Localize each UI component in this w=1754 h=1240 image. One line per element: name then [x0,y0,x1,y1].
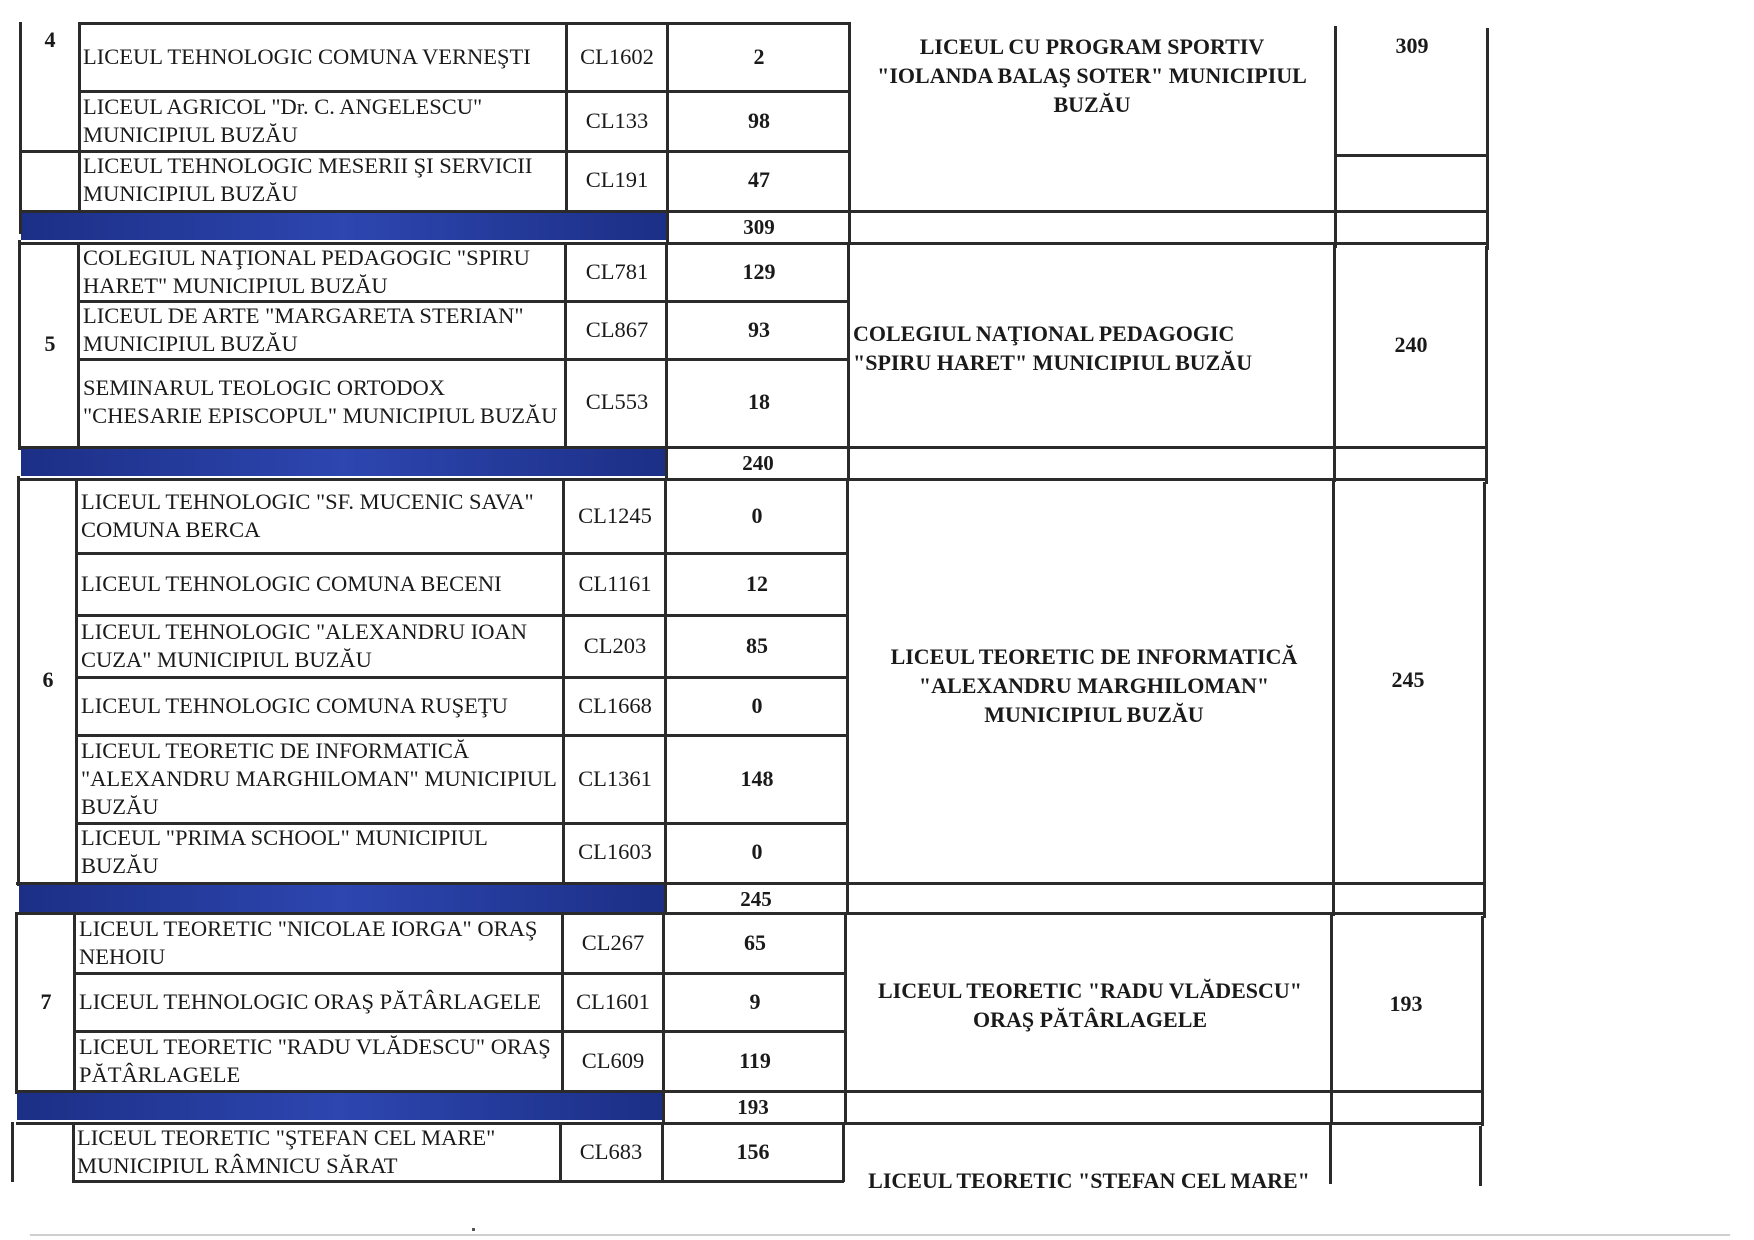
grid-line [78,90,849,93]
grid-line [842,1122,845,1182]
candidate-count: 12 [746,571,768,596]
school-code: CL1161 [578,571,652,596]
school-code: CL781 [585,259,649,284]
exam-center-clip [846,1160,1332,1188]
grid-line [1479,1126,1482,1186]
grid-line [72,1122,75,1182]
page-fold-line [30,1234,1730,1236]
school-name: COLEGIUL NAŢIONAL PEDAGOGIC "SPIRU HARET" MUNICIPIUL BUZĂU [83,245,530,298]
candidate-count: 119 [739,1048,771,1073]
school-code: CL191 [585,167,649,192]
exam-center-capacity: 193 [1389,991,1423,1016]
school-code: CL1245 [578,503,652,528]
grid-line [72,1180,844,1183]
group-number: 6 [42,667,54,692]
school-name: LICEUL TEHNOLOGIC COMUNA RUŞEŢU [81,693,508,718]
grid-line [11,1122,14,1182]
grid-line [1329,1124,1332,1184]
grid-line [78,22,849,25]
grid-line [561,912,564,1092]
school-code: CL1361 [578,766,652,791]
school-code: CL867 [585,317,649,342]
group-number: 5 [44,331,56,356]
grid-line [1481,916,1484,1126]
grid-line [76,822,847,825]
candidate-count: 148 [740,766,774,791]
grid-line [76,676,847,679]
grid-line [1334,26,1337,248]
grid-line [665,242,668,480]
candidate-count: 18 [748,389,770,414]
grid-line [16,1090,1482,1093]
exam-center-capacity: 240 [1394,332,1428,357]
group-subtotal: 193 [737,1094,769,1119]
grid-line [19,150,849,153]
grid-line [19,210,1487,213]
grid-line [565,22,568,210]
school-code: CL267 [581,930,645,955]
exam-center-capacity: 245 [1391,667,1425,692]
grid-line [76,734,847,737]
exam-center-name: LICEUL TEORETIC DE INFORMATICĂ "ALEXANDRU MARGHILOMAN" MUNICIPIUL BUZĂU [890,643,1298,727]
grid-line [16,912,1484,915]
school-name: LICEUL TEHNOLOGIC ORAŞ PĂTÂRLAGELE [79,989,541,1014]
grid-line [76,614,847,617]
grid-line [19,242,1487,245]
school-name: LICEUL TEHNOLOGIC COMUNA VERNEŞTI [83,44,531,69]
grid-line [1486,28,1489,250]
grid-line [73,912,76,1092]
subtotal-band [21,212,666,240]
grid-line [559,1122,562,1182]
candidate-count: 0 [751,693,763,718]
school-code: CL1668 [578,693,652,718]
exam-center-name: LICEUL CU PROGRAM SPORTIV "IOLANDA BALAŞ SOTER" MUNICIPIUL BUZĂU [877,34,1307,117]
candidate-count: 65 [744,930,766,955]
grid-line [78,358,848,361]
group-subtotal: 240 [742,450,774,475]
grid-line [16,882,1484,885]
grid-line [664,478,667,914]
school-name: LICEUL TEORETIC "NICOLAE IORGA" ORAŞ NEHOIU [79,916,538,969]
grid-line [74,1030,845,1033]
grid-line [847,242,850,480]
school-code: CL1602 [580,44,654,69]
grid-line [78,22,81,210]
grid-line [77,242,80,446]
school-name: LICEUL TEORETIC "RADU VLĂDESCU" ORAŞ PĂTÂRLAGELE [79,1034,551,1087]
school-code: CL553 [585,389,649,414]
grid-line [18,446,1486,449]
school-name: LICEUL TEORETIC "ŞTEFAN CEL MARE" MUNICIPIUL RÂMNICU SĂRAT [77,1125,496,1178]
exam-center-name: LICEUL TEORETIC "STEFAN CEL MARE" [868,1167,1310,1188]
subtotal-band [17,1092,662,1120]
school-name: LICEUL "PRIMA SCHOOL" MUNICIPIUL BUZĂU [81,825,488,878]
candidate-count: 85 [746,633,768,658]
candidate-count: 156 [736,1139,770,1164]
grid-line [19,22,22,234]
group-subtotal: 309 [743,214,775,239]
candidate-count: 0 [751,503,763,528]
group-subtotal: 245 [740,886,772,911]
subtotal-band [19,884,664,912]
candidate-count: 93 [748,317,770,342]
group-number: 7 [40,989,52,1014]
school-name: LICEUL TEHNOLOGIC "ALEXANDRU IOAN CUZA" MUNICIPIUL BUZĂU [81,619,528,672]
school-name: LICEUL TEHNOLOGIC COMUNA BECENI [81,571,502,596]
school-name: LICEUL AGRICOL "Dr. C. ANGELESCU" MUNICIPIUL BUZĂU [83,94,483,147]
candidate-count: 2 [753,44,765,69]
group-number: 4 [44,27,56,52]
exam-center-name: COLEGIUL NAŢIONAL PEDAGOGIC "SPIRU HARET" MUNICIPIUL BUZĂU [853,321,1253,375]
grid-line [1483,482,1486,918]
school-code: CL203 [583,633,647,658]
candidate-count: 129 [742,259,776,284]
school-code: CL683 [579,1139,643,1164]
grid-line [1335,154,1487,157]
candidate-count: 47 [748,167,770,192]
school-code: CL1601 [576,989,650,1014]
scan-speck [472,1228,475,1231]
grid-line [661,1122,664,1182]
grid-line [76,552,847,555]
candidate-count: 0 [751,839,763,864]
school-name: LICEUL TEHNOLOGIC MESERII ŞI SERVICII MUNICIPIUL BUZĂU [83,153,533,206]
grid-line [15,912,18,1094]
school-code: CL1603 [578,839,652,864]
grid-line [564,242,567,446]
candidate-count: 9 [749,989,761,1014]
exam-center-capacity: 309 [1395,33,1429,58]
subtotal-band [21,448,666,476]
grid-line [18,240,21,450]
grid-line [74,972,845,975]
grid-line [1332,480,1335,916]
grid-line [846,478,849,914]
school-name: SEMINARUL TEOLOGIC ORTODOX "CHESARIE EPISCOPUL" MUNICIPIUL BUZĂU [83,375,558,428]
grid-line [18,478,1486,481]
school-code: CL133 [585,108,649,133]
grid-line [666,22,669,242]
school-name: LICEUL DE ARTE "MARGARETA STERIAN" MUNICIPIUL BUZĂU [83,303,524,356]
candidate-count: 98 [748,108,770,133]
school-name: LICEUL TEORETIC DE INFORMATICĂ "ALEXANDRU MARGHILOMAN" MUNICIPIUL BUZĂU [81,738,557,819]
grid-line [17,476,20,886]
school-name: LICEUL TEHNOLOGIC "SF. MUCENIC SAVA" COMUNA BERCA [81,489,534,542]
grid-line [78,300,848,303]
grid-line [16,1122,1482,1125]
exam-center-name: LICEUL TEORETIC "RADU VLĂDESCU" ORAŞ PĂTÂRLAGELE [878,978,1302,1032]
school-code: CL609 [581,1048,645,1073]
